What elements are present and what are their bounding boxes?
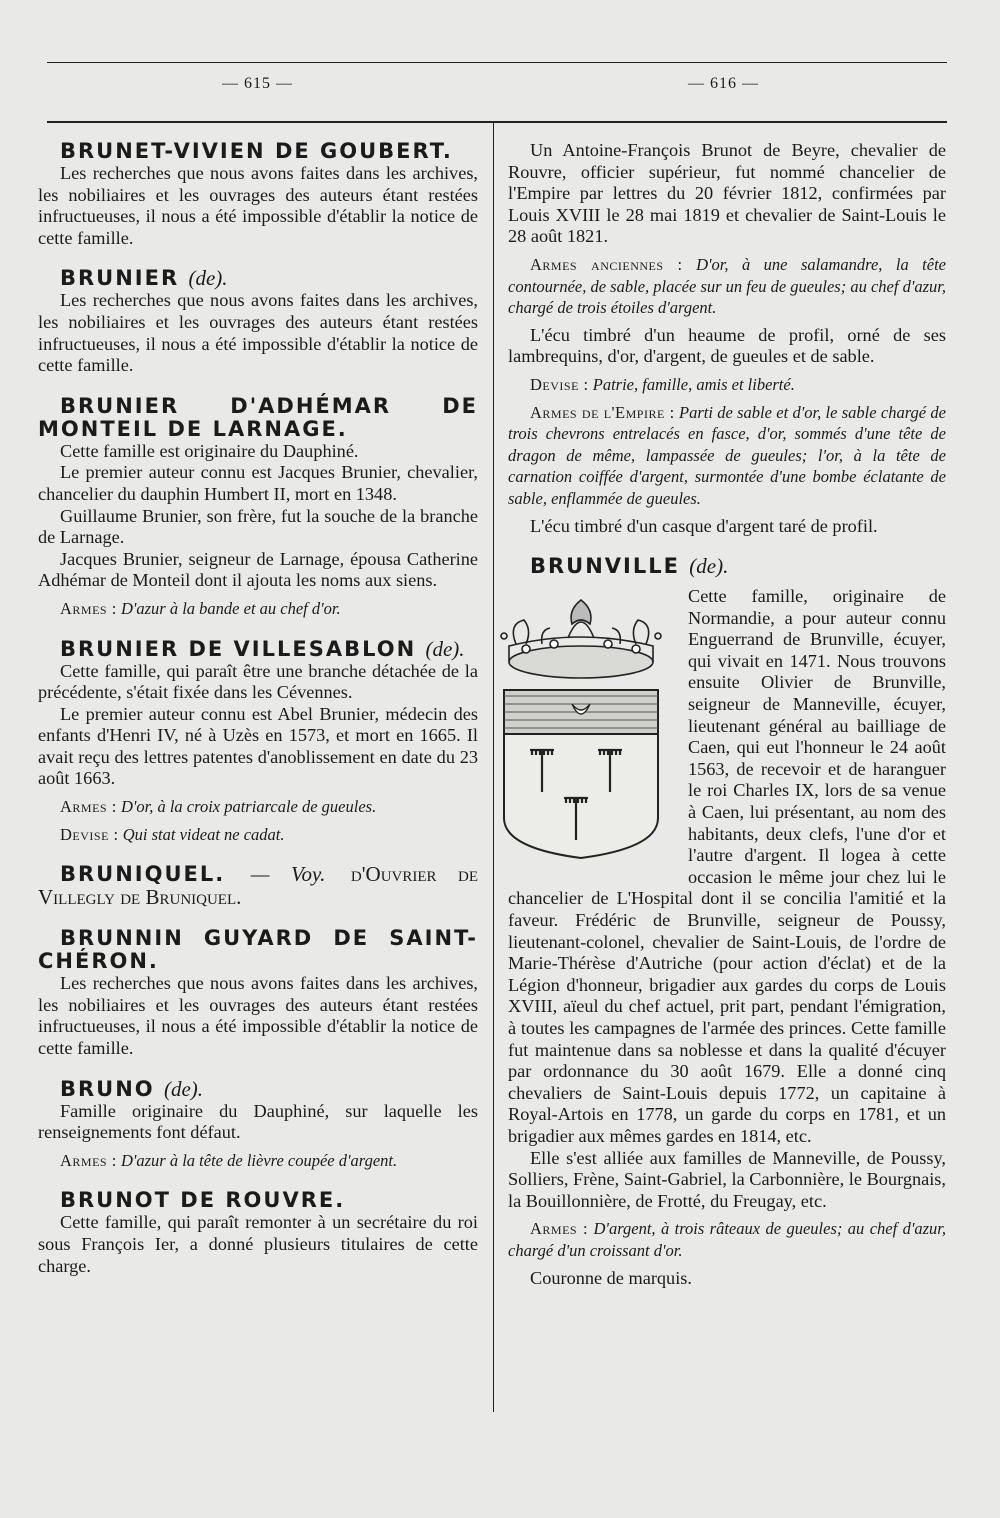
entry-title: BRUNIER DE VILLESABLON: [60, 636, 417, 661]
brunville-coat-of-arms: [486, 586, 676, 870]
paragraph: Le premier auteur connu est Jacques Brunier, chevalier, chancelier du dauphin Humbert II, mort en 1348.: [38, 462, 478, 504]
paragraph: Cette famille, originaire de Normandie, a pour auteur connu Enguerrand de Brunville, écuyer, qui vivait en 1471. Nous trouvons ensuite Olivier de Brunville, seigneur de Manneville, écuyer, lieutenant général au bailliage de Caen, qui eut l'honneur le 24 août 1563, de recevoir et de haranguer le roi Charles IX, lors de sa venue à Caen, lui présentant, au nom des habitants, deux clefs, l'une d'or et l'autre d'argent. Il logea à cette occasion le même jour chez lui le chancelier de L'Hospital dont il se concilia l'amitié et la faveur. Frédéric de Brunville, seigneur de Poussy, lieutenant-colonel, chevalier de Saint-Louis, de l'ordre de Marie-Thérèse d'Autriche (pour action d'éclat) et de la Légion d'honneur, brigadier aux gardes du corps de Louis XVIII, aïeul du chef actuel, prit part, pendant l'émigration, à toutes les campagnes de l'armée des princes. Cette famille fut maintenue dans sa noblesse et dans la qualité d'écuyer par ordonnance du 30 août 1679. Elle a donné cinq chevaliers de Saint-Louis depuis 1772, un capitaine à Royal-Artois en 1778, un garde du corps en 1781, et un brigadier aux mêmes gardes en 1814, etc.: [508, 586, 946, 1146]
paragraph: Les recherches que nous avons faites dans les archives, les nobiliaires et les ouvrages des auteurs étant restées infructueuses, il nous a été impossible d'établir la notice de cette famille.: [38, 973, 478, 1059]
entry-title: BRUNIER: [60, 266, 180, 291]
left-column: [38, 140, 478, 1277]
entry-heading: [508, 555, 946, 578]
blazon-label: Devise :: [60, 824, 119, 844]
paragraph: Cette famille, qui paraît être une branche détachée de la précédente, s'était fixée dans les Cévennes.: [38, 660, 478, 703]
blazon-text: D'azur à la bande et au chef d'or.: [120, 598, 341, 618]
blazon-label: Armes :: [530, 1219, 589, 1239]
paragraph: Cette famille est originaire du Dauphiné.: [60, 440, 359, 461]
page-number-left: — 615 —: [222, 75, 293, 92]
blazon-label: Armes :: [60, 1150, 117, 1170]
shield: [504, 690, 658, 858]
paragraph: Jacques Brunier, seigneur de Larnage, épousa Catherine Adhémar de Monteil dont il ajouta les noms aux siens.: [38, 548, 478, 591]
entry-title: BRUNO: [60, 1076, 155, 1101]
see-also: — Voy.: [250, 862, 326, 887]
paragraph: Elle s'est alliée aux familles de Manneville, de Poussy, Solliers, Frène, Saint-Gabriel, la Carbonnière, le Bourgnais, la Bouillonnière, de Frotté, du Freugay, etc.: [508, 1147, 946, 1211]
paragraph: Un Antoine-François Brunot de Beyre, chevalier de Rouvre, officier supérieur, fut nommé chancelier de l'Empire par lettres du 20 février 1812, confirmées par Louis XVIII le 28 mai 1819 et chevalier de Saint-Louis le 28 août 1821.: [508, 140, 946, 247]
entry-heading: [38, 1078, 478, 1101]
name-particle: (de).: [163, 1076, 204, 1101]
header-rule: [47, 121, 947, 123]
entry-title: BRUNET-VIVIEN DE GOUBERT.: [60, 139, 453, 163]
paragraph: L'écu timbré d'un casque d'argent taré de profil.: [530, 515, 878, 536]
page-number-right: — 616 —: [688, 75, 759, 92]
entry-heading: [38, 1189, 478, 1212]
blazon-line: [38, 1150, 478, 1172]
entry-heading: [38, 267, 478, 290]
blazon-line: [508, 374, 946, 396]
paragraph: Cette famille, qui paraît remonter à un secrétaire du roi sous François Ier, a donné plusieurs titulaires de cette charge.: [38, 1212, 478, 1276]
coat-of-arms-figure: [486, 586, 676, 870]
entry-heading: [38, 638, 478, 661]
blazon-line: [38, 824, 478, 846]
top-rule: [47, 62, 947, 63]
entry-heading: [38, 927, 478, 973]
name-particle: (de).: [188, 266, 228, 291]
blazon-line: [38, 796, 478, 818]
paragraph: Les recherches que nous avons faites dans les archives, les nobiliaires et les ouvrages des auteurs étant restées infructueuses, il nous a été impossible d'établir la notice de cette famille.: [38, 290, 478, 376]
blazon-line: [38, 598, 478, 620]
name-particle: (de).: [689, 554, 729, 579]
blazon-text: D'azur à la tête de lièvre coupée d'argent.: [120, 1150, 398, 1170]
entry-title: BRUNNIN GUYARD DE SAINT-CHÉRON.: [38, 926, 478, 974]
right-column: [508, 140, 946, 1289]
entry-title: BRUNOT DE ROUVRE.: [60, 1188, 346, 1213]
entry-heading: [38, 140, 478, 163]
blazon-text: D'argent, à trois râteaux de gueules; au chef d'azur, chargé d'un croissant d'or.: [508, 1219, 946, 1260]
blazon-line: [508, 402, 946, 510]
blazon-text: D'or, à une salamandre, la tête contournée, de sable, placée sur un feu de gueules; au chef d'azur, chargé de trois étoiles d'argent.: [508, 254, 946, 318]
paragraph: L'écu timbré d'un heaume de profil, orné de ses lambrequins, d'or, d'argent, de gueules et de sable.: [508, 324, 946, 367]
blazon-text: D'or, à la croix patriarcale de gueules.: [120, 797, 377, 817]
blazon-label: Devise :: [530, 374, 589, 394]
blazon-label: Armes anciennes :: [530, 254, 683, 274]
blazon-line: [508, 1218, 946, 1261]
paragraph: Les recherches que nous avons faites dans les archives, les nobiliaires et les ouvrages des auteurs étant restées infructueuses, il nous a été impossible d'établir la notice de cette famille.: [38, 163, 478, 248]
brunville-entry-body: [508, 586, 946, 1147]
entry-heading: [38, 863, 478, 909]
paragraph: Famille originaire du Dauphiné, sur laquelle les renseignements font défaut.: [38, 1100, 478, 1143]
blazon-label: Armes de l'Empire :: [530, 402, 675, 422]
paragraph: Guillaume Brunier, son frère, fut la souche de la branche de Larnage.: [38, 505, 478, 548]
blazon-label: Armes :: [60, 797, 117, 817]
blazon-label: Armes :: [60, 598, 117, 618]
marquis-coronet: [501, 600, 661, 678]
blazon-text: Parti de sable et d'or, le sable chargé de trois chevrons entrelacés en fasce, d'or, sommés d'une tête de dragon de même, lampassée de gueules; l'or, à la tête de carnation coiffée d'argent, surmontée d'une bombe éclatante de sable, enflammée de gueules.: [508, 402, 947, 508]
blazon-line: [508, 254, 946, 319]
entry-heading: [38, 395, 478, 441]
blazon-text: Qui stat videat ne cadat.: [122, 824, 285, 844]
entry-title: BRUNIER D'ADHÉMAR DE MONTEIL DE LARNAGE.: [38, 393, 478, 441]
paragraph: Le premier auteur connu est Abel Brunier, médecin des enfants d'Henri IV, né à Uzès en 1573, et mort en 1665. Il avait reçu des lettres patentes d'anoblissement en date du 23 août 1663.: [38, 703, 478, 789]
paragraph: Couronne de marquis.: [530, 1267, 692, 1288]
name-particle: (de).: [425, 636, 465, 661]
blazon-text: Patrie, famille, amis et liberté.: [592, 374, 795, 394]
entry-title: BRUNIQUEL.: [60, 862, 226, 887]
cross-reference: d'Ouvrier de Villegly de Bruniquel.: [38, 862, 478, 910]
entry-title: BRUNVILLE: [530, 554, 680, 579]
